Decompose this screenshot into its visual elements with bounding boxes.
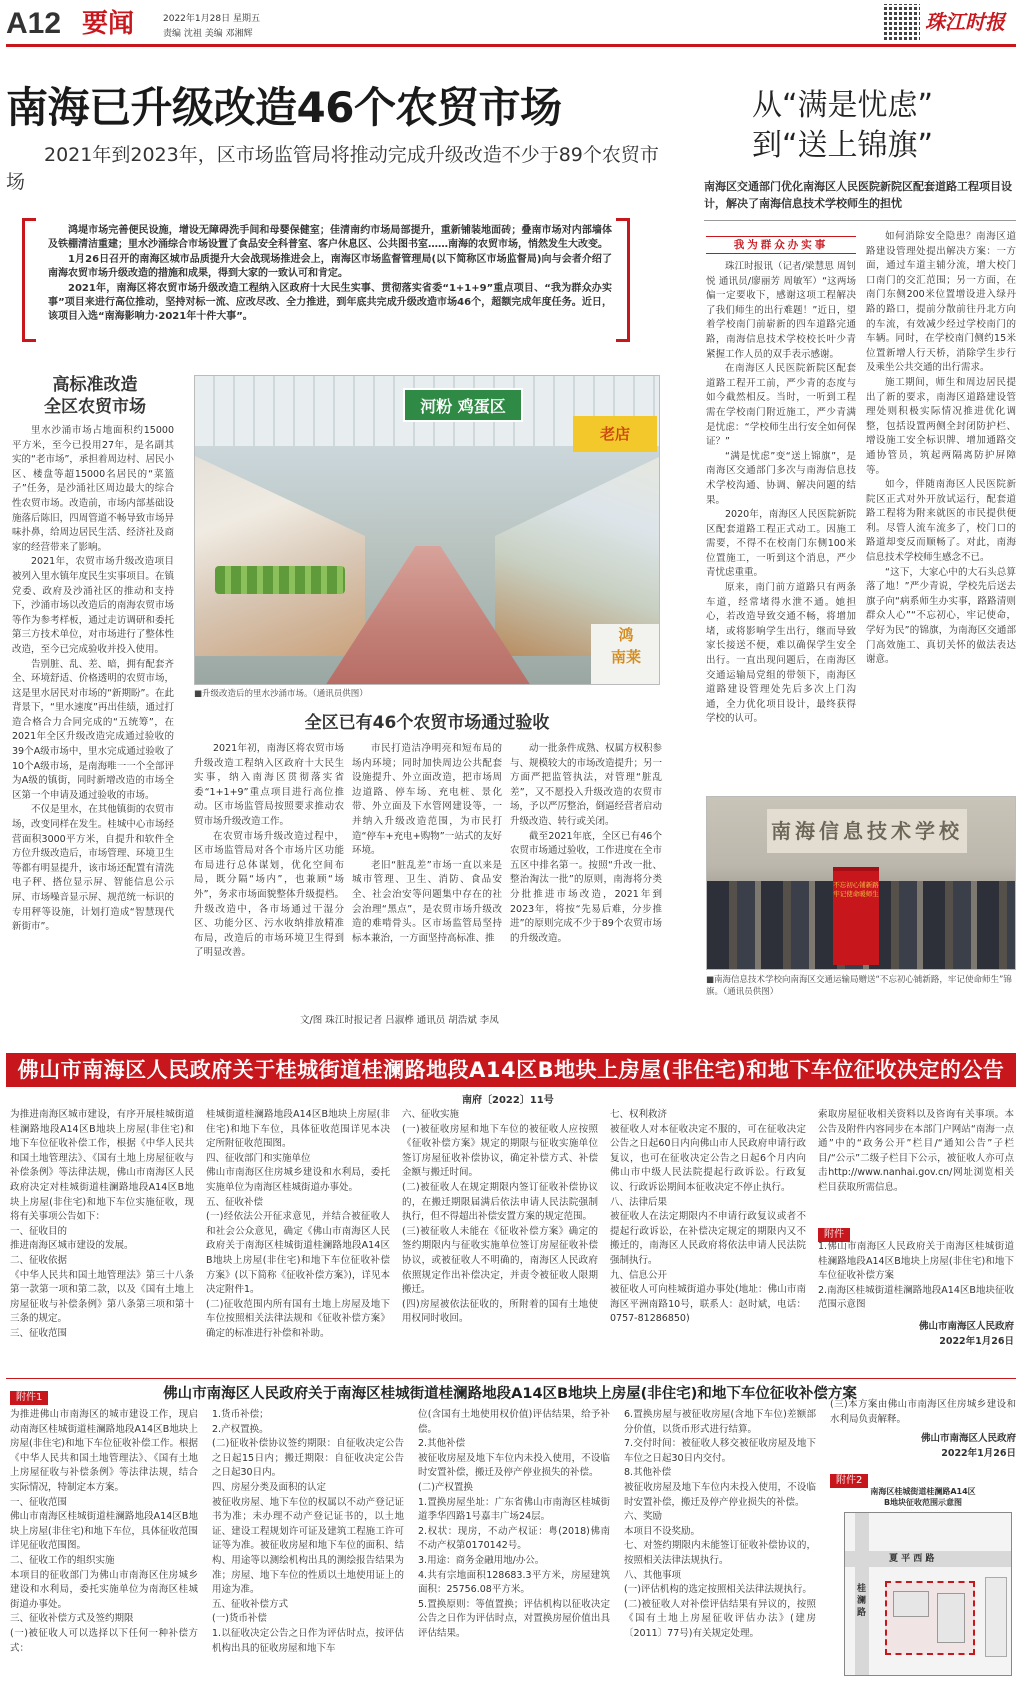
annex2-tag-wrap <box>830 1468 868 1488</box>
market-photo <box>194 375 660 685</box>
intro-block <box>48 224 612 342</box>
notice-column-5: 索取房屋征收相关资料以及咨询有关事项。本公告及附件内容同步在本部门户网站“南海一点通”中的“政务公开”栏目/“通知公告”子栏目/“公示”二级子栏目下公示，被征收人亦可点击http://www.nanhai.gov.cn/网址浏览相关栏目获取所需信息。 <box>818 1109 1014 1193</box>
section-heading-standard: 高标准改造 全区农贸市场 <box>44 375 146 417</box>
attachment-list: 1.佛山市南海区人民政府关于南海区桂城街道桂澜路地段A14区B地块上房屋(非住宅)和地下车位征收补偿方案 2.南海区桂城街道桂澜路地段A14区B地块征收范围示意图 <box>818 1241 1014 1311</box>
body-paragraph: 施工期间，师生和周边居民提出了新的要求，南海区道路建设管理处则积极实际情况推进优化调整，包括设置两侧全封闭防护栏、增设施工安全标识牌、增加通路交通协管员，筑起两隔离防护屏障等。 <box>866 376 1016 476</box>
body-paragraph: 原来，南门前方道路只有两条车道，经常堵得水泄不通。她担心，若改造导致交通不畅，将增加堵，或将影响学生出行，继而导致家长接送不便，难以确保学生安全出行。一直出现问题后，在南海区交通运输局党组的带领下，南海区道路建设管理处先后多次上门沟通，全力优化项目设计，最终获得学校的认可。 <box>706 582 856 725</box>
silk-banner: 不忘初心铺新路 牢记使命暖师生 <box>833 867 879 965</box>
issue-date: 2022年1月28日 星期五 <box>163 14 260 24</box>
body-paragraph: 截至2021年底，全区已有46个农贸市场通过验收，工作进度在全市五区中排名第一。按照“升改一批、整治淘汰一批”的原则，南海将分类分批推进市场改造，2021年到2023年，将按“先易后难，分步推进”的原则完成不少于89个农贸市场的升级改造。 <box>510 830 662 944</box>
intro-paragraph: 鸿堤市场完善便民设施，增设无障碍洗手间和母婴保健室；佳清南约市场局部提升，重新铺装地面砖；叠南市场对内部墙体及铁棚清洁重建；里水沙涌综合市场设置了食品安全科普室、客户休息区、公共图书室……南海的农贸市场，悄然发生大改变。 <box>48 225 612 251</box>
school-sign: 南海信息技术学校 <box>767 809 967 853</box>
subheadline: 2021年到2023年，区市场监管局将推动完成升级改造不少于89个农贸市场 <box>6 144 659 193</box>
map-road-label-2: 桂 澜 路 <box>857 1584 867 1618</box>
side-column-b <box>866 230 1016 780</box>
body-paragraph: 珠江时报讯（记者/梁慧思 周钊悦 通讯员/廖丽芳 周敏军）“这两场偏一定要收下，感谢这项工程解决了我们师生的出行难题！”近日，望着学校南门前崭新的四车道路完通路，南海信息技术学校校长叶少青紧握工作人员的双手表示感谢。 <box>706 261 856 360</box>
notice-column-3: 六、征收实施 (一)被征收房屋和地下车位的被征收人应按照《征收补偿方案》规定的期限与征收实施单位签订房屋征收补偿协议，确定补偿方式、补偿金额与搬迁时间。 (二)被征收人在规定期限内签订征收补偿协议的，在搬迁期限届满后依法申请人民法院强制执行，但不得超出补偿安置方案的规定范围。 (三)被征收人未能在《征收补偿方案》确定的签约期限内与征收实施单位签订房屋征收补偿协议，或被征收人不明确的，南海区人民政府依照规定作出补偿决定，并责令被征收人限期搬迁。 (四)房屋被依法征收的，所附着的国有土地使用权同时收回。 <box>402 1109 598 1325</box>
map-block <box>985 1577 1007 1657</box>
annex-column-3: 位(含国有土地使用权价值)评估结果，给予补偿。 2.其他补偿 被征收房屋及地下车位内未投入使用，不设临时安置补偿，搬迁及停产停业损失的补偿。 (二)产权置换 1.置换房屋坐址：广东省佛山市南海区桂城街道季华四路1号嘉丰广场24层。 2.权状：现房，不动产权证：粤(2018)佛南不动产权第0170142号。 3.用途：商务金融用地/办公。 4.共有宗地面积128683.3平方米，房屋建筑面积：25756.08平方米。 5.置换原则：等值置换；评估机构以征收决定公告之日作为评估时点，对置换房屋价值出具评估结果。 <box>418 1409 610 1639</box>
side-column-a <box>706 260 856 780</box>
body-paragraph: 老旧“脏乱差”市场一直以来是城市管理、卫生、消防、食品安全、社会治安等问题集中存在的社会治理“黑点”，是农贸市场升级改造的难啃骨头。区市场监管局坚持标本兼治，一方面坚持高标准、推 <box>352 859 502 944</box>
side-headline: 从“满是忧虑” 到“送上锦旗” <box>752 88 934 163</box>
intro-paragraph: 1月26日召开的南海区城市品质提升大会战现场推进会上，南海区市场监督管理局(以下简称区市场监督局)向与会者介绍了南海农贸市场升级改造的措施和成果，得到大家的一致认可和肯定。 <box>48 253 612 280</box>
body-paragraph: “满是忧虑”变“送上锦旗”，是南海区交通部门多次与南海信息技术学校沟通、协调、解决问题的结果。 <box>706 450 856 506</box>
stall-sign: 老店 <box>573 416 657 452</box>
body-paragraph: 里水沙涌市场占地面积约15000平方米，至今已投用27年，是名副其实的“老市场”，承担着周边村、居民小区、楼盘等超15000名居民的“菜篮子”任务，是沙涌社区周边最大的综合性农贸市场。改造前，市场内部基础设施落后陈旧，四周管道不畅导致市场异味扑鼻，给周边居民生活、经济社及商家的经营带来了影响。 <box>12 425 174 553</box>
annex-column-4: 6.置换房屋与被征收房屋(含地下车位)差额部分价值，以货币形式进行结算。 7.交付时间：被征收人移交被征收房屋及地下车位之日起30日内交付。 8.其他补偿 被征收房屋及地下车位内未投入使用，不设临时安置补偿，搬迁及停产停业损失的补偿。 六、奖励 本项目不设奖励。 七、对签约期限内未能签订征收补偿协议的，按照相关法律法规执行。 八、其他事项 (一)评估机构的选定按照相关法律法规执行。 (二)被征收人对补偿评估结果有异议的，按照《国有土地上房屋征收评估办法》(建房〔2011〕77号)有关规定处理。 <box>624 1409 816 1639</box>
body-paragraph: 如何消除安全隐患？南海区道路建设管理处提出解决方案：一方面，通过车道主辅分流，增大校门口南门的交汇范围；另一方面，在南门东侧200米位置增设进入绿丹路的路口，提前分散前往丹北方向的车流，有效减少经过学校南门的车辆。同时，在学校南门侧约15米位置新增人行天桥，消除学生步行及乘坐公共交通的出行需求。 <box>866 231 1016 374</box>
notice-column-4: 七、权利救济 被征收人对本征收决定不服的，可在征收决定公告之日起60日内向佛山市人民政府申请行政复议，也可在征收决定公告之日起6个月内向佛山市中级人民法院提起行政诉讼。行政复议、行政诉讼期间本征收决定不停止执行。 八、法律后果 被征收人在法定期限内不申请行政复议或者不提起行政诉讼，在补偿决定规定的期限内又不搬迁的，南海区人民政府将依法申请人民法院强制执行。 九、信息公开 被征收人可向桂城街道办事处(地址：佛山市南海区平洲南路10号，联系人：赵时斌，电话：0757-81286850) <box>610 1109 806 1325</box>
map-title: 南海区桂城街道桂澜路A14区 B地块征收范围示意图 <box>870 1487 976 1507</box>
column-label: 我为群众办实事 <box>706 236 856 254</box>
lead-column-3 <box>352 742 502 1002</box>
annex-column-5: (三)本方案由佛山市南海区住房城乡建设和水利局负责解释。 <box>830 1399 1016 1425</box>
annex-signature: 佛山市南海区人民政府 2022年1月26日 <box>920 1433 1016 1459</box>
notice-banner: 佛山市南海区人民政府关于桂城街道桂澜路地段A14区B地块上房屋(非住宅)和地下车位征收决定的公告 <box>6 1053 1016 1087</box>
side-divider <box>704 220 1016 221</box>
body-paragraph: 2021年初，南海区将农贸市场升级改造工程纳入区政府十大民生实事，纳入南海区贯彻落实省委“1+1+9”重点项目进行高位推动。区市场监管局按照要求推动农贸市场升级改造工作。 <box>194 743 344 827</box>
stall-left <box>195 456 365 656</box>
annex1-tag: 附件1 <box>10 1391 48 1405</box>
header-rule <box>6 44 1016 47</box>
qr-code <box>884 4 920 40</box>
attachment-tag: 附件 <box>818 1228 850 1242</box>
body-paragraph: 不仅是里水，在其他镇街的农贸市场，改变同样在发生。桂城中心市场经营面积3000平方米，自提升和软件全方位升级改造后，市场管理、环境卫生等都有明显提升，该市场还配置有清洗电子秤、搭位显示屏、智能信息公示屏、市场噪音显示屏、规范统一标识的专用秤等设施，计划打造成“智慧现代新街市”。 <box>12 804 174 933</box>
notice-number: 南府〔2022〕11号 <box>462 1095 554 1106</box>
map-road-label-1: 夏 平 西 路 <box>889 1554 935 1564</box>
range-map <box>844 1512 1012 1676</box>
section-name: 要闻 <box>82 9 135 39</box>
body-paragraph: 如今，伴随南海区人民医院新院区正式对外开放试运行，配套道路工程将为附来就医的市民提供便利。尽管人流车流多了，校门口的路道却变反而顺畅了。对此，南海信息技术学校师生感念不已。 <box>866 479 1016 564</box>
side-deck: 南海区交通部门优化南海区人民医院新院区配套道路工程项目设计，解决了南海信息技术学校师生的担忧 <box>704 180 1012 210</box>
bottom-sign: 鸿 南莱 <box>591 624 660 685</box>
body-paragraph: 市民打造洁净明亮和短布局的场内环境；同时加快周边公共配套设施提升、外立面改造，把市场周边道路、停车场、充电桩、景化带、外立面及下水管网建设等，一并纳入升级改造范围，为市民打造“停车+充电+购物”一站式的友好环境。 <box>352 743 502 857</box>
notice-column-1: 为推进南海区城市建设，有序开展桂城街道桂澜路地段A14区B地块上房屋(非住宅)和地下车位征收补偿工作，根据《中华人民共和国土地管理法》、《国有土地上房屋征收与补偿条例》等法律法规，佛山市南海区人民政府决定对桂城街道桂澜路地段A14区B地块上房屋(非住宅)和地下车位实施征收，现将有关事项公告如下： 一、征收目的 推进南海区城市建设的发展。 二、征收依据 《中华人民共和国土地管理法》第三十八条第一款第一项和第二款，以及《国有土地上房屋征收与补偿条例》第八条第三项和第十三条的规定。 三、征收范围 <box>10 1109 194 1339</box>
section-heading-accepted: 全区已有46个农贸市场通过验收 <box>304 713 550 733</box>
annex2-tag: 附件2 <box>830 1474 868 1488</box>
annex1-title: 佛山市南海区人民政府关于南海区桂城街道桂澜路地段A14区B地块上房屋(非住宅)和地下车位征收补偿方案 <box>163 1386 857 1402</box>
lead-column-1 <box>12 424 174 1042</box>
body-paragraph: 告别脏、乱、差、暗，拥有配套齐全、环境舒适、价格透明的农贸市场，这是里水居民对市场的“新期盼”。在此背景下，“里水速度”再出佳绩，通过打造合格合力合同完成的“五统筹”，在2021年全区升级改造完成通过验收的39个A级市场中，里水完成通过验收了10个A级市场，是南海唯一一个全部评为A级的镇街，同时新增改造的市场全区第一个申请及通过验收的市场。 <box>12 658 174 801</box>
annex-divider <box>6 1378 1016 1379</box>
map-block <box>893 1591 929 1617</box>
body-paragraph: “这下，大家心中的大石头总算落了地！”严少青说，学校先后送去旗子向“病系师生办实事，路路清则群众人心”“不忘初心，牢记使命，学好为民”的锦旗，为南海区交通部门高效施工、真切关怀的做法表达谢意。 <box>866 566 1016 666</box>
body-paragraph: 在农贸市场升级改造过程中，区市场监管局对各个市场片区功能布局进行总体谋划，优化空间布局，既分隔“场内”，也兼顾“场外”，务求市场面貌整体升级提档。升级改造中，各市场通过干湿分区、功能分区、污水收纳排放精准布局，改造后的市场环境卫生得到了明显改善。 <box>194 830 344 959</box>
intro-bracket-left <box>22 218 36 342</box>
photo-caption: ■升级改造后的里水沙涌市场。（通讯员供图） <box>194 689 368 699</box>
notice-column-2: 桂城街道桂澜路地段A14区B地块上房屋(非住宅)和地下车位，具体征收范围详见本决定所附征收范围图。 四、征收部门和实施单位 佛山市南海区住房城乡建设和水利局，委托实施单位为南海区桂城街道办事处。 五、征收补偿 (一)经依法公开征求意见，并结合被征收人和社会公众意见，确定《佛山市南海区人民政府关于南海区桂城街道桂澜路地段A14区B地块上房屋(非住宅)和地下车位征收补偿方案》(以下简称《征收补偿方案》)，详见本决定附件1。 (二)征收范围内所有国有土地上房屋及地下车位按照相关法律法规和《征收补偿方案》确定的标准进行补偿和补助。 <box>206 1109 390 1339</box>
annex-column-1: 为推进佛山市南海区的城市建设工作，现启动南海区桂城街道桂澜路地段A14区B地块上房屋(非住宅)和地下车位征收补偿工作。根据《中华人民共和国土地管理法》、《国有土地上房屋征收与补偿条例》等法律法规，结合实际情况，特制定本方案。 一、征收范围 佛山市南海区桂城街道桂澜路地段A14区B地块上房屋(非住宅)和地下车位，具体征收范围详见征收范围图。 二、征收工作的组织实施 本项目的征收部门为佛山市南海区住房城乡建设和水利局，委托实施单位为南海区桂城街道办事处。 三、征收补偿方式及签约期限 (一)被征收人可以选择以下任何一种补偿方式： <box>10 1409 198 1654</box>
group-photo <box>706 796 1016 970</box>
byline: 文/图 珠江时报记者 吕淑桦 通讯员 胡浩斌 李凤 <box>300 1015 499 1026</box>
intro-bracket-right <box>616 218 630 342</box>
body-paragraph: 2020年，南海区人民医院新院区配套道路工程正式动工。因施工需要，不得不在校南门东侧100米位置施工，一听到这个消息，严少青忧虑重重。 <box>706 509 856 579</box>
body-paragraph: 在南海区人民医院新院区配套道路工程开工前，严少青的态度与如今截然相反。当时，一听到工程需在学校南门附近施工，严少青满是忧虑：“学校师生出行安全如何保证？” <box>706 363 856 448</box>
annex1-tag-wrap <box>10 1385 48 1405</box>
side-photo-caption: ■南海信息技术学校向南海区交通运输局赠送“不忘初心铺新路，牢记使命师生”锦旗。（通讯员供图） <box>706 975 1012 997</box>
lead-column-4 <box>510 742 662 1002</box>
page-number: A12 <box>6 7 62 40</box>
notice-signature: 佛山市南海区人民政府 2022年1月26日 <box>918 1321 1014 1347</box>
annex-column-2: 1.货币补偿； 2.产权置换。 (二)征收补偿协议签约期限：自征收决定公告之日起15日内；搬迁期限：自征收决定公告之日起30日内。 四、房屋分类及面积的认定 被征收房屋、地下车位的权属以不动产登记证书为准；未办理不动产登记证书的，以土地证、建设工程规划许可证及建筑工程施工许可证等为准。被征收房屋和地下车位的面积、结构、用途等以测绘机构出具的测绘报告结果为准；房屋、地下车位的性质以土地使用证上的用途为准。 五、征收补偿方式 (一)货币补偿 1.以征收决定公告之日作为评估时点，按评估机构出具的征收房屋和地下车 <box>212 1409 404 1654</box>
body-paragraph: 动一批条件成熟、权属方权积参与、规模较大的市场改造提升；另一方面严把监管执法，对管理“脏乱差”，又不愿投入升级改造的农贸市场，予以严厉整治，倒逼经营者启动升级改造、转行或关闭。 <box>510 743 662 827</box>
intro-paragraph: 2021年，南海区将农贸市场升级改造工程纳入区政府十大民生实事、贯彻落实省委“1+1+9”重点项目、“我为群众办实事”项目来进行高位推动，坚持对标一流、应改尽改、全力推进，到年底共完成升级改造市场46个，超额完成年度任务。近日，该项目入选“南海影响力·2021年十件大事”。 <box>48 282 612 323</box>
map-block <box>937 1593 965 1643</box>
headline: 南海已升级改造46个农贸市场 <box>6 83 562 132</box>
body-paragraph: 2021年，农贸市场升级改造项目被列入里水镇年度民生实事项目。在镇党委、政府及沙涌社区的推动和支持下，沙涌市场以改造后的南海农贸市场等作为参考样板，通过走访调研和委托第三方技术单位，对市场进行了整体性改造，至今已完成验收并投入使用。 <box>12 556 174 655</box>
green-vegetables <box>215 566 345 594</box>
lead-column-2 <box>194 742 344 1002</box>
editors: 责编 沈祖 美编 邓湘辉 <box>163 29 253 39</box>
sign-board: 河粉 鸡蛋区 <box>403 388 523 422</box>
newspaper-logo: 珠江时报 <box>925 10 1005 34</box>
attachment-label <box>818 1222 850 1242</box>
